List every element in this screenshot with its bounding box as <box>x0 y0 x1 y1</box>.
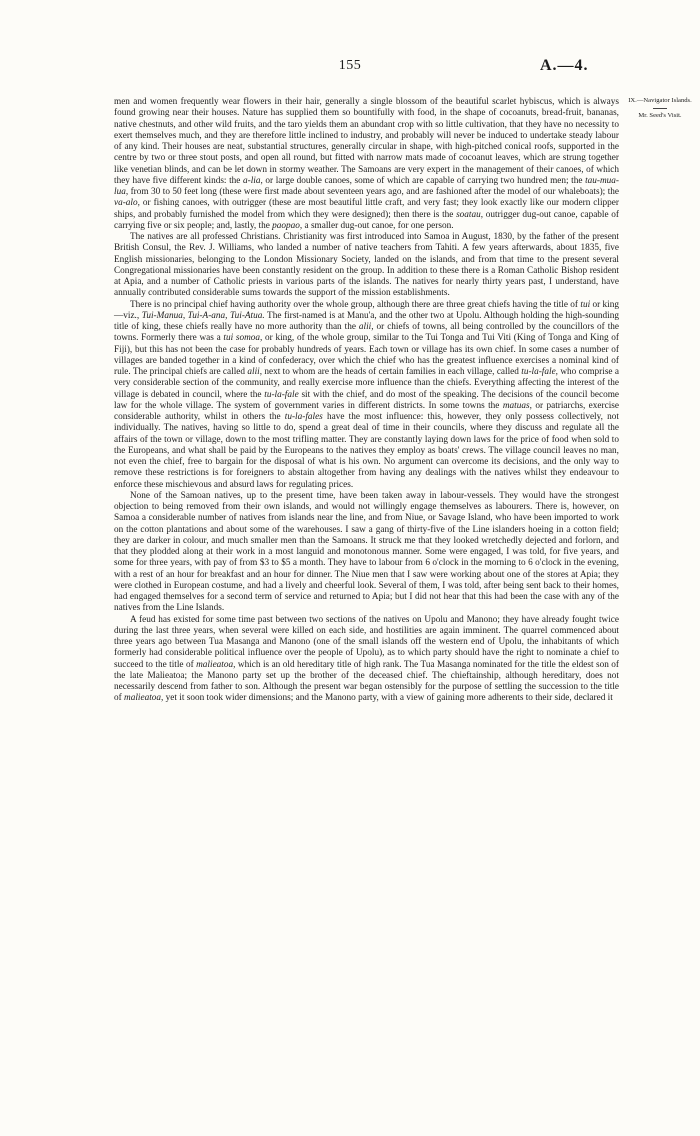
text-run: have the most influence: this, however, they only possess collectively, not individually. The natives, having so little to do, spend a great deal of time in their councils, where they discuss and regulate all the affairs of the town or village, down to the most trifling matter. They are constantly laying down laws for the price of food when sold to the Europeans, and what shall be paid by the Europeans to the natives they employ as boats' crews. The village council leaves no man, not even the chief, free to bargain for the disposal of what is his own. No argument can overcome its decisions, and the only way to remove these restrictions is for foreigners to abstain altogether from having any dealings with the natives whilst they endeavour to enforce these mischievous and absurd laws for regulating prices. <box>114 412 619 490</box>
text-run: The natives are all professed Christians. Christianity was first introduced into Samoa in August, 1830, by the father of the present British Consul, the Rev. J. Williams, who landed a number of native teachers from Tahiti. A few years afterwards, about 1835, five English missionaries, belonging to the London Missionary Society, landed on the islands, and from that time to the present several Congregational missionaries have been constantly resident on the group. In addition to these there is a Roman Catholic Bishop resident at Apia, and a number of Catholic priests in various parts of the islands. The natives for nearly thirty years past, I understand, have annually contributed considerable sums towards the support of the mission establishments. <box>114 232 619 299</box>
text-run: The first-named is at Manu'a, and the other two at Upolu. Although holding the high-sounding title of king, these chiefs really have no more authority than the <box>114 310 619 332</box>
text-run: yet it soon took wider dimensions; and the Manono party, with a view of gaining more adherents to their side, declared it <box>163 693 613 704</box>
italic-term: Tui-Manua, Tui-A-ana, Tui-Atua. <box>141 310 265 321</box>
italic-term: paopao, <box>272 220 303 231</box>
text-run: or chiefs of towns, all being controlled by the councillors of the towns. Formerly there was a <box>114 322 619 344</box>
text-run: men and women frequently wear flowers in their hair, generally a single blossom of the beautiful scarlet hybiscus, which is always found growing near their houses. Nature has supplied them so bountifully with food, in the shape of cocoanuts, bread-fruit, bananas, native chestnuts, and other wild fruits, and the taro yields them an abundant crop with so little cultivation, that they have no necessity to exert themselves much, and they are therefore little inclined to industry, and probably will never be induced to undertake steady labour of any kind. Their houses are neat, substantial structures, generally circular in shape, with high-pitched conical roofs, supported in the centre by two or three stout posts, and open all round, but fitted with narrow mats made of cocoanut leaves, which are strung together like venetian blinds, and can be let down in stormy weather. The Samoans are very expert in the management of their canoes, of which they have five different kinds: the <box>114 97 619 186</box>
text-run: There is no principal chief having authority over the whole group, although there are three great chiefs having the title of <box>130 299 581 310</box>
paragraph <box>114 491 619 615</box>
text-run: sit with the chief, and do most of the speaking. The decisions of the council become law for the whole village. The system of government varies in different districts. In some towns the <box>114 389 619 411</box>
paragraph <box>114 300 619 491</box>
italic-term: tui <box>580 299 591 310</box>
text-run: outrigger dug-out canoe, capable of carrying five or six people; and, lastly, the <box>114 209 619 231</box>
margin-notes <box>624 97 696 120</box>
margin-divider <box>653 108 667 109</box>
text-run: a smaller dug-out canoe, for one person. <box>302 220 454 231</box>
text-run: from 30 to 50 feet long (these were first made about seventeen years ago, and are fashioned after the model of our whaleboats); the <box>128 187 619 197</box>
text-run: or king—viz., <box>114 299 619 321</box>
document-reference: A.—4. <box>540 57 589 74</box>
text-run: or patriarchs, exercise considerable authority, whilst in others the <box>114 400 619 422</box>
italic-term: malieatoa, <box>124 693 164 704</box>
paragraph <box>114 97 619 232</box>
italic-term: alii, <box>247 367 263 377</box>
text-run: A feud has existed for some time past between two sections of the natives on Upolu and Manono; they have already fought twice during the last three years, when several were killed on each side, and hostilities are again imminent. The quarrel commenced about three years ago between Tua Masanga and Manono (one of the small islands off the western end of Upolu, the inhabitants of which formerly had considerable political influence over the people of Upolu), as to which party should have the right to nominate a chief to succeed to the title of <box>114 614 619 670</box>
italic-term: tui somoa, <box>223 333 263 344</box>
page-number: 155 <box>338 58 362 73</box>
italic-term: va-alo, <box>114 198 140 209</box>
margin-note-section: IX.—Navigator Islands. <box>628 97 692 104</box>
text-run: which is an old hereditary title of high rank. The Tua Masanga nominated for the title the eldest son of the late Malieatoa; the Manono party set up the brother of the deceased chief. The chieftainship, although hereditary, does not necessarily descend from father to son. Although the present war began ostensibly for the purpose of settling the succession to the title of <box>114 659 620 704</box>
margin-note-subsection: Mr. Seed's Visit. <box>638 112 682 119</box>
italic-term: tau-mua-lua, <box>114 175 620 197</box>
italic-term: matuas, <box>502 400 532 411</box>
body-text <box>114 97 619 705</box>
text-run: who comprise a very considerable section of the community, and really exercise more influence than the chiefs. Everything affecting the interest of the village is debated in council, where the <box>114 367 619 400</box>
italic-term: soatau, <box>456 209 484 220</box>
text-run: next to whom are the heads of certain families in each village, called <box>262 367 522 377</box>
italic-term: tu-la-fale, <box>521 367 558 377</box>
paragraph <box>114 232 619 300</box>
italic-term: tu-la-fale <box>264 389 299 400</box>
italic-term: a-lia, <box>243 175 263 186</box>
italic-term: tu-la-fales <box>284 412 323 422</box>
text-run: or fishing canoes, with outrigger (these are most beautiful little craft, and very fast; they look exactly like our modern clipper ships, and probably furnished the model from which they were designed); then there is the <box>114 198 619 220</box>
text-run: or large double canoes, some of which are capable of carrying two hundred men; the <box>262 175 586 186</box>
paragraph <box>114 615 619 705</box>
italic-term: malieatoa, <box>196 659 236 670</box>
italic-term: alii, <box>358 322 374 332</box>
text-run: None of the Samoan natives, up to the present time, have been taken away in labour-vessels. They would have the strongest objection to being removed from their own islands, and would not willingly engage themselves as labourers. There is, however, on Samoa a considerable number of natives from islands near the line, and from Niue, or Savage Island, who have been imported to work on the cotton plantations and about some of the warehouses. I saw a gang of thirty-five of the Line islanders hoeing in a cotton field; they are darker in colour, and much smaller men than the Samoans. It struck me that they looked wretchedly dejected and forlorn, and that they plodded along at their work in a most languid and monotonous manner. Some were engaged, I was told, for five years, and some for three years, with pay of from $3 to $5 a month. They have to labour from 6 o'clock in the morning to 6 o'clock in the evening, with a rest of an hour for breakfast and an hour for dinner. The Niue men that I saw were working about one of the stores at Apia; they were clothed in European costume, and had a lively and cheerful look. Several of them, I was told, after being sent back to their homes, had engaged themselves for a second term of service and returned to Apia; but I did not hear that this had been the case with any of the natives from the Line Islands. <box>114 490 619 614</box>
text-run: or king, of the whole group, similar to the Tui Tonga and Tui Viti (King of Tonga and King of Fiji), but this has not been the case for probably hundreds of years. Each town or village has its own chief. In some cases a number of villages are banded together in a kind of confederacy, over which the chief who has the greatest influence exercises a nominal kind of rule. The principal chiefs are called <box>114 333 619 377</box>
